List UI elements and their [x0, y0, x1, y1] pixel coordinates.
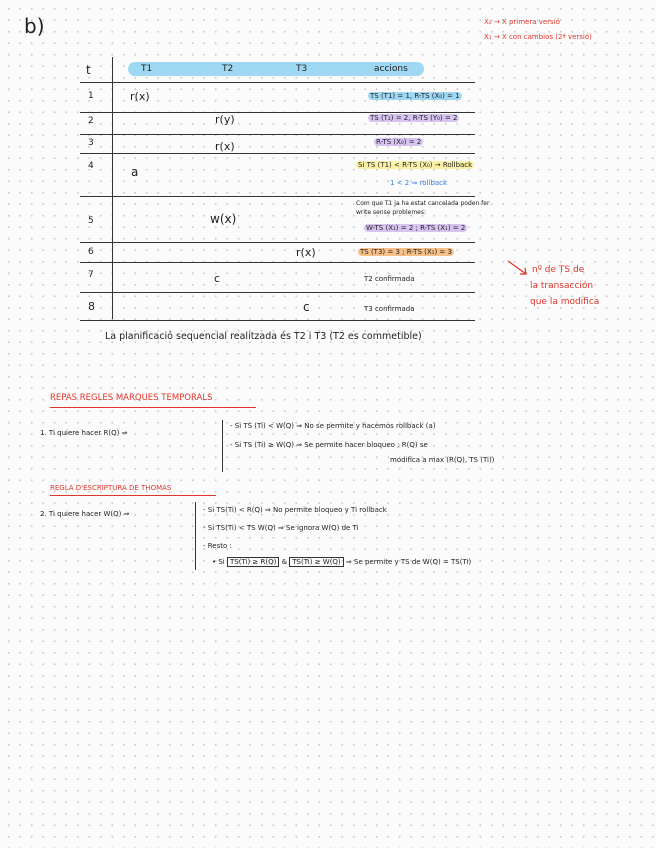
action-highlight: W-TS (X₁) = 2 ; R-TS (X₁) = 2	[366, 224, 466, 232]
rule-intro: 2. Ti quiere hacer W(Q) ⇒	[40, 510, 130, 518]
arrow-icon	[506, 258, 532, 280]
side-note: nº de TS de	[532, 265, 585, 275]
bullet-prefix: • Si	[212, 558, 225, 566]
action-text: 1 < 2 ⇒ rollback	[390, 179, 448, 187]
action-text: T3 confirmada	[364, 305, 415, 313]
section-title: REGLA D'ESCRIPTURA DE THOMAS	[50, 484, 172, 492]
action-text	[368, 92, 462, 100]
action-text: write sense problemes:	[356, 209, 427, 216]
table-rule	[80, 196, 475, 197]
row-t: 4	[88, 161, 94, 171]
table-rule	[80, 153, 475, 154]
part-label: b)	[24, 14, 45, 38]
side-note: que la modifica	[530, 297, 600, 307]
rule-case: - Si TS (Ti) < W(Q) ⇒ No se permite y hacemos rollback (a)	[230, 422, 436, 430]
action-text: Com que T1 ja ha estat cancelada poden fer	[356, 200, 490, 207]
condition-box: TS(Ti) ≥ W(Q)	[289, 557, 343, 567]
amp-symbol: &	[281, 558, 288, 566]
rule-case: - Si TS (Ti) ≥ W(Q) ⇒ Se permite hacer bloqueo ; R(Q) se	[230, 441, 428, 449]
table-rule	[80, 320, 475, 321]
rule-case: modifica a max (R(Q), TS (Ti))	[390, 456, 495, 464]
action-highlight: TS (T1) = 1, R-TS (X₀) = 1	[370, 92, 460, 100]
row-t: 3	[88, 138, 94, 148]
table-rule	[80, 82, 475, 83]
side-note: la transacción	[530, 281, 594, 291]
op-t3: c	[303, 300, 310, 314]
header-accions: accions	[374, 64, 408, 74]
table-rule	[80, 134, 475, 135]
action-text	[358, 248, 454, 256]
op-t3: r(x)	[296, 246, 316, 259]
table-rule	[80, 292, 475, 293]
rule-result: ⇒ Se permite y TS de W(Q) = TS(Ti)	[345, 558, 472, 566]
rule-intro: 1. Ti quiere hacer R(Q) ⇒	[40, 429, 128, 437]
legend-note-x0: X₀ → X primera versió	[484, 18, 560, 26]
row-t: 2	[88, 116, 94, 126]
op-t2: r(y)	[215, 113, 235, 126]
action-text	[374, 138, 423, 146]
header-t2: T2	[222, 64, 234, 74]
row-t: 1	[88, 91, 94, 101]
action-highlight: TS (T₂) = 2, R-TS (Y₀) = 2	[370, 114, 458, 122]
brace	[195, 502, 196, 570]
header-t3: T3	[296, 64, 308, 74]
op-t1: r(x)	[130, 90, 150, 103]
op-t2: c	[214, 272, 221, 285]
row-t: 7	[88, 270, 94, 280]
table-divider-vertical	[112, 57, 113, 319]
title-underline	[50, 495, 216, 496]
action-text	[356, 161, 474, 169]
op-t2: r(x)	[215, 140, 235, 153]
table-rule	[80, 262, 475, 263]
section-title: REPAS REGLES MARQUES TEMPORALS	[50, 393, 213, 403]
action-highlight: TS (T3) = 3 ; R-TS (X₁) = 3	[360, 248, 452, 256]
action-text	[364, 224, 467, 232]
condition-box: TS(Ti) ≥ R(Q)	[227, 557, 279, 567]
action-highlight: Si TS (T1) < R-TS (X₀) → Rollback	[358, 161, 473, 169]
rule-case: - Si TS(Ti) < R(Q) ⇒ No permite bloqueo y Ti rollback	[203, 506, 387, 514]
op-t2: w(x)	[210, 212, 237, 226]
title-underline	[50, 407, 256, 408]
action-highlight: R-TS (X₀) = 2	[376, 138, 422, 146]
op-t1: a	[131, 165, 139, 179]
rule-case: - Resto :	[203, 542, 232, 550]
header-t: t	[86, 63, 91, 77]
conclusion: La planificació sequencial realitzada és T2 i T3 (T2 es commetible)	[105, 331, 422, 342]
row-t: 8	[88, 300, 95, 313]
row-t: 5	[88, 216, 94, 226]
legend-note-x1: X₁ → X con cambios (2ª versió)	[484, 33, 592, 41]
table-rule	[80, 242, 475, 243]
row-t: 6	[88, 247, 94, 257]
rule-case: - Si TS(Ti) < TS W(Q) ⇒ Se ignora W(Q) de Ti	[203, 524, 359, 532]
action-text: T2 confirmada	[364, 275, 415, 283]
brace	[222, 420, 223, 472]
action-text	[368, 114, 459, 122]
table-rule	[80, 112, 475, 113]
header-t1: T1	[141, 64, 153, 74]
rule-case	[212, 558, 471, 566]
